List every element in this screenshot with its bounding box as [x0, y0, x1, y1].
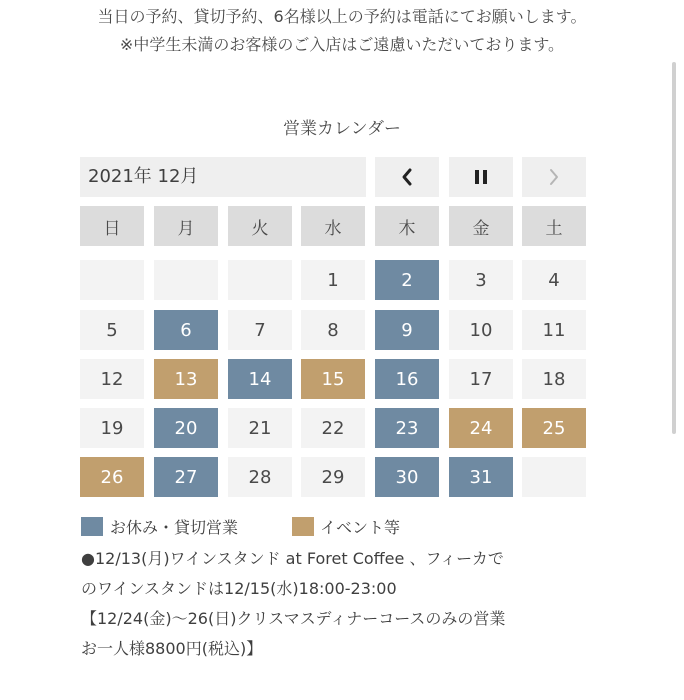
- pause-icon: [473, 168, 489, 186]
- calendar-day-18[interactable]: 18: [522, 359, 586, 399]
- weekday-header-sat: 土: [522, 206, 586, 246]
- calendar-day-3[interactable]: 3: [449, 260, 513, 300]
- calendar-day-26[interactable]: 26: [80, 457, 144, 497]
- calendar-day-5[interactable]: 5: [80, 310, 144, 350]
- weekday-header-fri: 金: [449, 206, 513, 246]
- calendar-day-10[interactable]: 10: [449, 310, 513, 350]
- calendar-day-31[interactable]: 31: [449, 457, 513, 497]
- calendar-day-12[interactable]: 12: [80, 359, 144, 399]
- calendar-day-28[interactable]: 28: [228, 457, 292, 497]
- calendar-day-25[interactable]: 25: [522, 408, 586, 448]
- month-label: 2021年 12月: [80, 157, 366, 197]
- calendar-day-13[interactable]: 13: [154, 359, 218, 399]
- calendar-day-7[interactable]: 7: [228, 310, 292, 350]
- calendar-day-24[interactable]: 24: [449, 408, 513, 448]
- note-line: お一人様8800円(税込)】: [81, 639, 263, 658]
- chevron-left-icon: [400, 167, 414, 187]
- calendar-day-17[interactable]: 17: [449, 359, 513, 399]
- calendar-day-27[interactable]: 27: [154, 457, 218, 497]
- calendar-day-2[interactable]: 2: [375, 260, 439, 300]
- legend-closed-label: お休み・貸切営業: [110, 518, 239, 537]
- prev-month-button[interactable]: [375, 157, 439, 197]
- calendar-day-1[interactable]: 1: [301, 260, 365, 300]
- note-line: ●12/13(月)ワインスタンド at Foret Coffee 、フィーカで: [81, 549, 504, 568]
- next-month-button[interactable]: [522, 157, 586, 197]
- calendar-day-6[interactable]: 6: [154, 310, 218, 350]
- notice-children: ※中学生未満のお客様のご入店はご遠慮いただいております。: [119, 35, 565, 54]
- calendar-title: 営業カレンダー: [283, 119, 401, 139]
- pause-button[interactable]: [449, 157, 513, 197]
- legend-event-label: イベント等: [320, 518, 401, 537]
- weekday-header-thu: 木: [375, 206, 439, 246]
- calendar-day-15[interactable]: 15: [301, 359, 365, 399]
- calendar-day-empty: [80, 260, 144, 300]
- calendar-day-empty: [228, 260, 292, 300]
- note-line: のワインスタンドは12/15(水)18:00-23:00: [81, 579, 397, 598]
- calendar-day-9[interactable]: 9: [375, 310, 439, 350]
- calendar-day-29[interactable]: 29: [301, 457, 365, 497]
- weekday-header-wed: 水: [301, 206, 365, 246]
- note-line: 【12/24(金)〜26(日)クリスマスディナーコースのみの営業: [81, 609, 506, 628]
- notice-reservation: 当日の予約、貸切予約、6名様以上の予約は電話にてお願いします。: [97, 7, 587, 26]
- calendar-day-19[interactable]: 19: [80, 408, 144, 448]
- weekday-header-sun: 日: [80, 206, 144, 246]
- calendar-day-21[interactable]: 21: [228, 408, 292, 448]
- calendar-day-22[interactable]: 22: [301, 408, 365, 448]
- calendar-day-empty: [154, 260, 218, 300]
- calendar-day-23[interactable]: 23: [375, 408, 439, 448]
- calendar-day-20[interactable]: 20: [154, 408, 218, 448]
- chevron-right-icon: [547, 167, 561, 187]
- calendar-day-16[interactable]: 16: [375, 359, 439, 399]
- legend-event-swatch: [292, 517, 314, 536]
- legend-closed-swatch: [81, 517, 103, 536]
- calendar-day-8[interactable]: 8: [301, 310, 365, 350]
- calendar-day-14[interactable]: 14: [228, 359, 292, 399]
- weekday-header-tue: 火: [228, 206, 292, 246]
- weekday-header-mon: 月: [154, 206, 218, 246]
- calendar-day-4[interactable]: 4: [522, 260, 586, 300]
- calendar-day-empty: [522, 457, 586, 497]
- calendar-day-30[interactable]: 30: [375, 457, 439, 497]
- calendar-day-11[interactable]: 11: [522, 310, 586, 350]
